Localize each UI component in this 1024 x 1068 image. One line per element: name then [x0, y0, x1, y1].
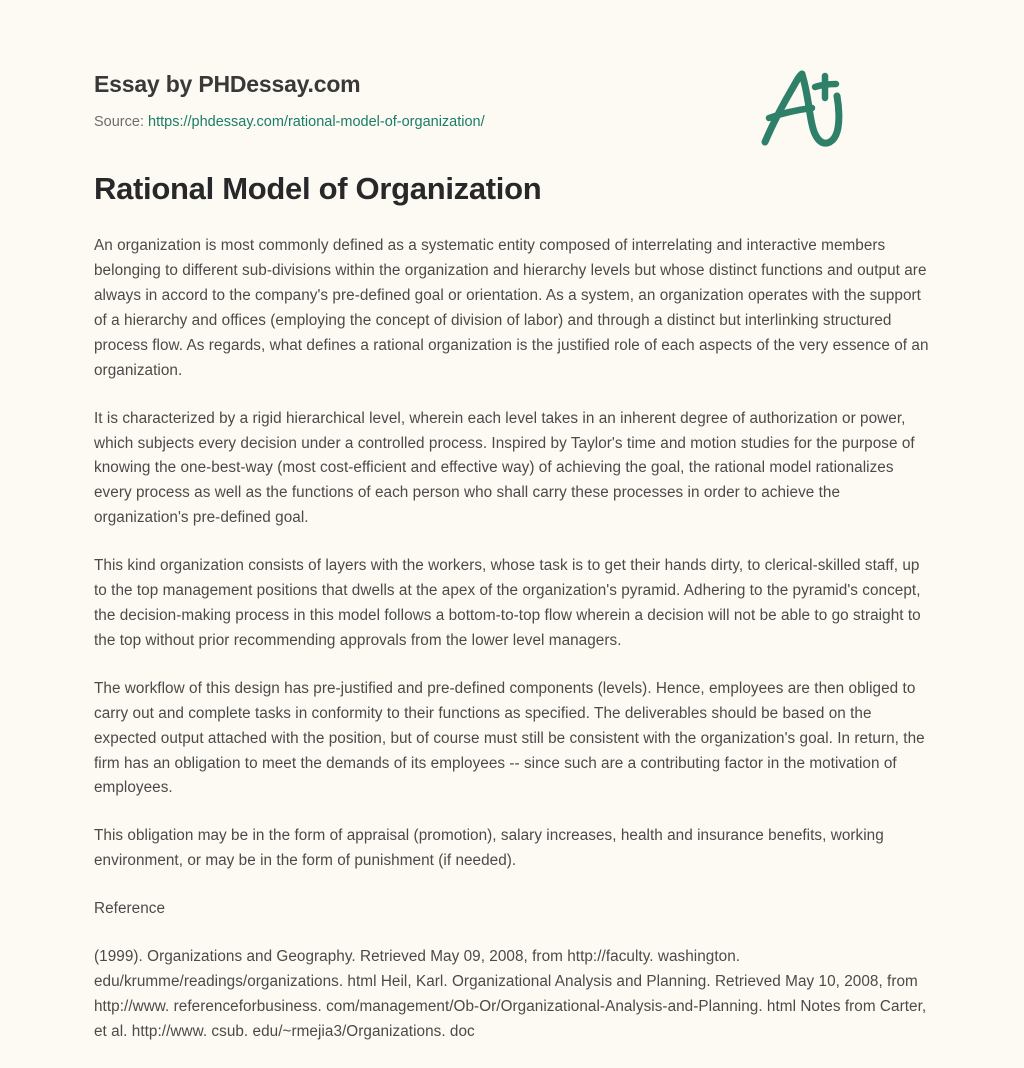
paragraph: An organization is most commonly defined as a systematic entity composed of interrelating and interactive members belonging to different sub-divisions within the organization and hierarchy levels but whose distinct functions and output are always in accord to the company's pre-defined goal or orientation. As a system, an organization operates with the support of a hierarchy and offices (employing the concept of division of labor) and through a distinct but interlinking structured process flow. As regards, what defines a rational organization is the justified role of each aspects of the very essence of an organization.: [94, 237, 929, 379]
source-label: Source:: [94, 114, 144, 131]
reference-body: (1999). Organizations and Geography. Retrieved May 09, 2008, from http://faculty. washington. edu/krumme/readings/organizations. html Heil, Karl. Organizational Analysis and Planning. Retrieved May 10, 2008, from http://www. referenceforbusiness. com/management/Ob-Or/Organizational-Analysis-and-Planning. html Notes from Carter, et al. http://www. csub. edu/~rmejia3/Organizations. doc: [94, 948, 927, 1040]
page-header: [94, 0, 930, 131]
paragraph: This kind organization consists of layers with the workers, whose task is to get their hands dirty, to clerical-skilled staff, up to the top management positions that dwells at the apex of the organization's pyramid. Adhering to the pyramid's concept, the decision-making process in this model follows a bottom-to-top flow wherein a decision will not be able to go straight to the top without prior recommending approvals from the lower level managers.: [94, 557, 921, 649]
paragraph: This obligation may be in the form of appraisal (promotion), salary increases, health and insurance benefits, working environment, or may be in the form of punishment (if needed).: [94, 827, 884, 870]
paragraph: The workflow of this design has pre-justified and pre-defined components (levels). Hence, employees are then obliged to carry out and complete tasks in conformity to their functions as specified. The deliverables should be based on the expected output attached with the position, but of course must still be consistent with the organization's goal. In return, the firm has an obligation to meet the demands of its employees -- since such are a contributing factor in the motivation of employees.: [94, 679, 925, 797]
page-title: Rational Model of Organization: [94, 171, 542, 206]
brand-title: Essay by PHDessay.com: [94, 71, 361, 97]
a-plus-logo-icon: [752, 62, 848, 158]
source-url-link[interactable]: https://phdessay.com/rational-model-of-organization/: [148, 114, 485, 131]
reference-heading: Reference: [94, 900, 166, 918]
paragraph: It is characterized by a rigid hierarchical level, wherein each level takes in an inherent degree of authorization or power, which subjects every decision under a controlled process. Inspired by Taylor's time and motion studies for the purpose of knowing the one-best-way (most cost-efficient and effective way) of achieving the goal, the rational model rationalizes every process as well as the functions of each person who shall carry these processes in order to achieve the organization's pre-defined goal.: [94, 409, 915, 527]
essay-body: [94, 207, 934, 1044]
